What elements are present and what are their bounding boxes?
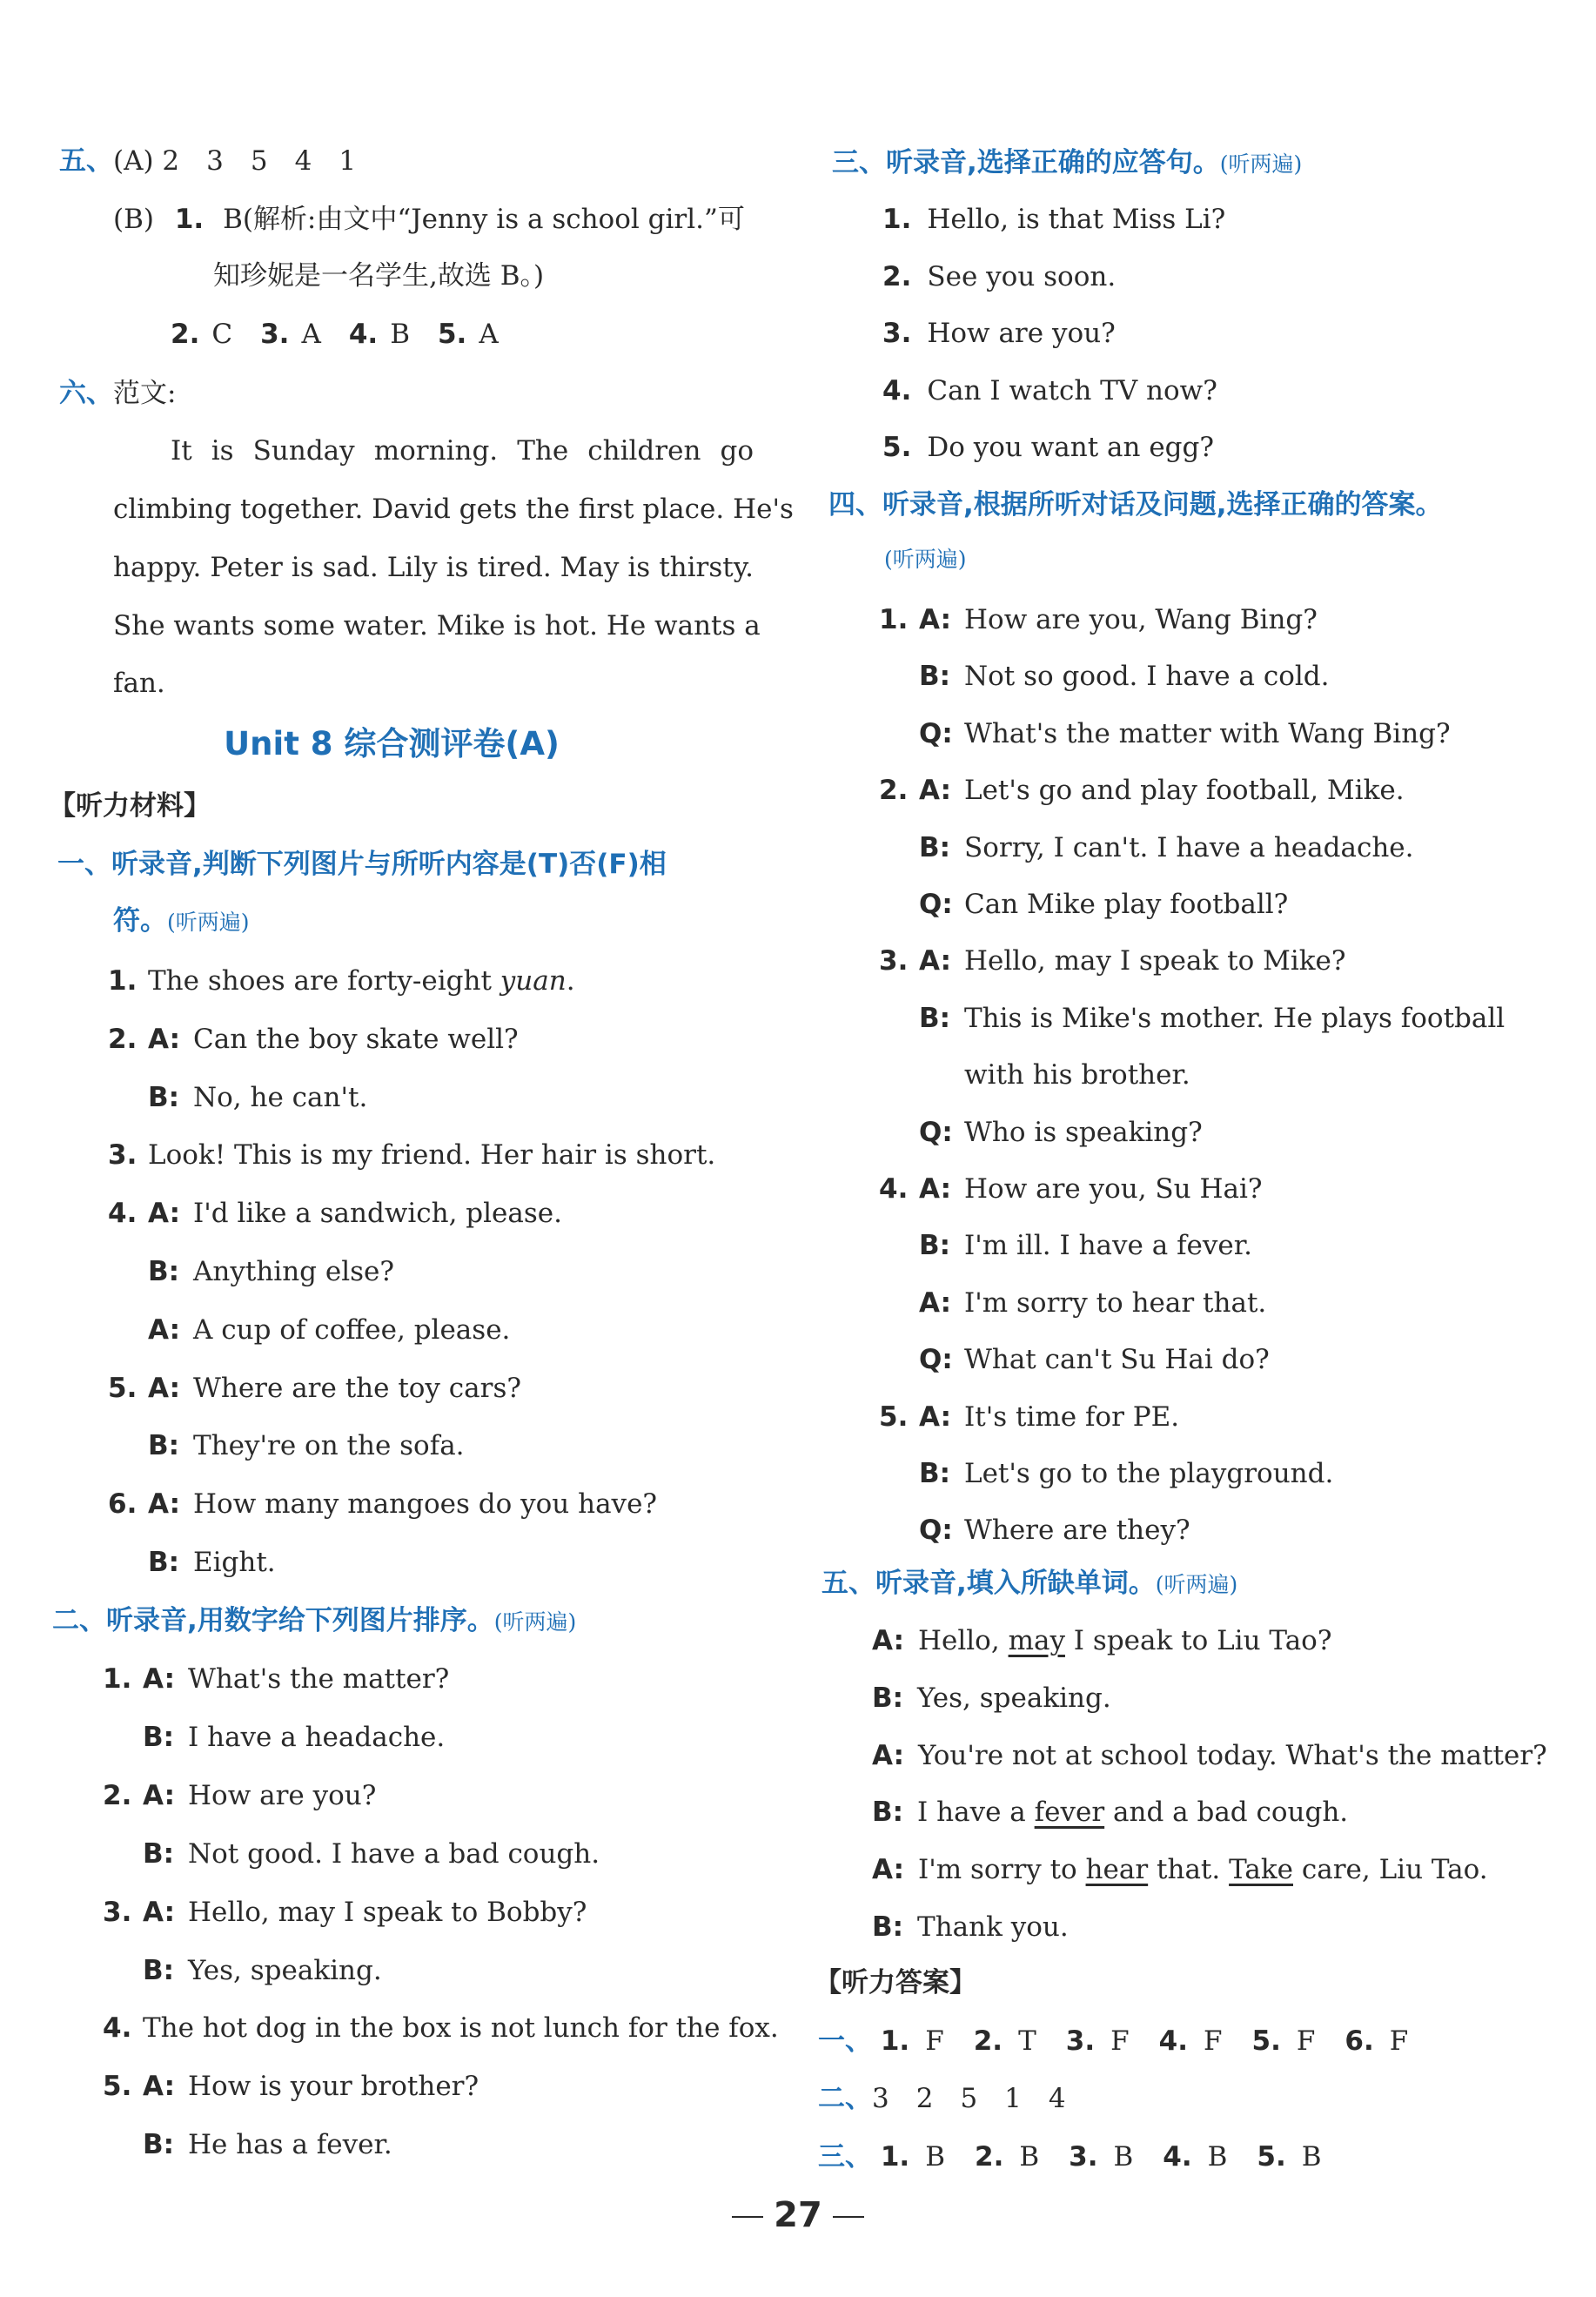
fill-in-line (872, 1682, 1111, 1714)
item-number: 1. (880, 2141, 910, 2173)
dialog-text: What's the matter with Wang Bing? (964, 717, 1451, 749)
item-number: 2. (882, 260, 912, 292)
item-number: 2. (103, 1779, 132, 1811)
speaker-label: Q: (919, 889, 953, 920)
speaker-label: A: (872, 1625, 904, 1656)
line-text: I speak to Liu Tao? (1064, 1625, 1332, 1656)
speaker-label: B: (143, 1954, 175, 1986)
item-number: 1. (879, 604, 909, 635)
answer-value: F (925, 2025, 944, 2057)
item-number: 1. (174, 204, 205, 235)
item-number: 1. (108, 965, 137, 997)
speaker-label: Q: (919, 1116, 953, 1148)
dialog-text: Where are the toy cars? (193, 1372, 521, 1404)
part-2-heading-line (52, 1605, 577, 1636)
section-5-a-values: (A) 2 3 5 4 1 (113, 145, 357, 177)
answer-value: F (1389, 2025, 1409, 2057)
section-5-heading: 五、 (59, 145, 113, 177)
item-number: 2. (171, 319, 200, 350)
dialog-text: The shoes are forty-eight (148, 965, 500, 997)
answers-part-3-head: 三、 (818, 2141, 872, 2173)
listen-twice-note: (听两遍) (884, 547, 967, 572)
filled-blank: Take (1229, 1854, 1293, 1886)
dialog-text: I have a headache. (188, 1721, 446, 1753)
part-1-heading: 一、听录音,判断下列图片与所听内容是(T)否(F)相 (57, 849, 667, 880)
italic-word: yuan (500, 965, 567, 997)
dialog-text: with his brother. (964, 1059, 1190, 1091)
speaker-label: A: (143, 1663, 175, 1695)
answers-part-2 (818, 2085, 1066, 2112)
speaker-label: A: (919, 1286, 951, 1319)
item-number: 4. (348, 319, 379, 350)
speaker-label: A: (919, 1173, 951, 1205)
speaker-label: B: (148, 1547, 180, 1578)
item-number: 2. (975, 2141, 1004, 2173)
response-option (882, 206, 1225, 233)
section-6-label: 范文: (113, 378, 177, 409)
line-text: You're not at school today. What's the matter? (917, 1739, 1547, 1771)
fill-in-line (872, 1739, 1547, 1771)
dialog-text: How are you, Su Hai? (964, 1173, 1263, 1205)
dialog-text: What can't Su Hai do? (964, 1344, 1270, 1376)
item-number: 6. (1345, 2025, 1374, 2057)
dialog-text: Can Mike play football? (964, 889, 1289, 920)
section-6-heading-line (59, 380, 176, 407)
item-number: 5. (108, 1372, 137, 1404)
item-number: 4. (882, 374, 912, 406)
part-5-heading-line (821, 1570, 1237, 1597)
speaker-label: B: (872, 1682, 904, 1714)
section-5-b-rest (171, 321, 499, 348)
speaker-label: A: (872, 1854, 904, 1886)
dialog-text: No, he can't. (193, 1081, 368, 1113)
listen-twice-note: (听两遍) (167, 910, 250, 935)
speaker-label: B: (148, 1430, 180, 1462)
speaker-label: A: (872, 1739, 904, 1771)
dialog-text: This is Mike's mother. He plays football (964, 1002, 1505, 1034)
section-5-answer-a (59, 145, 357, 177)
section-5-b1-text: B(解析:由文中“Jenny is a school girl.”可 (223, 204, 745, 235)
section-6-heading: 六、 (59, 378, 113, 409)
speaker-label: B: (143, 1837, 175, 1870)
response-text: Hello, is that Miss Li? (927, 204, 1226, 235)
speaker-label: B: (143, 2129, 175, 2161)
line-text: and a bad cough. (1104, 1797, 1349, 1829)
part-4-heading: 四、听录音,根据所听对话及问题,选择正确的答案。 (828, 489, 1443, 521)
listen-twice-note: (听两遍) (1155, 1572, 1238, 1597)
fill-in-line (872, 1911, 1069, 1943)
item-number: 2. (973, 2025, 1003, 2057)
speaker-label: A: (143, 2071, 175, 2103)
essay-line: It is Sunday morning. The children go (171, 435, 754, 467)
answer-value: B (1113, 2141, 1134, 2173)
dialog-text: What's the matter? (188, 1663, 450, 1695)
dialog-text: How is your brother? (188, 2071, 479, 2103)
speaker-label: B: (148, 1256, 180, 1287)
answer-value: B (1019, 2141, 1040, 2173)
speaker-label: A: (148, 1313, 180, 1346)
filled-blank: hear (1085, 1854, 1149, 1886)
page-number (0, 2195, 1596, 2235)
fill-in-line (872, 1797, 1349, 1829)
item-number: 5. (103, 2071, 132, 2103)
line-text: Yes, speaking. (917, 1682, 1111, 1714)
item-number: 1. (880, 2025, 910, 2057)
dialog-text: How are you, Wang Bing? (964, 604, 1318, 635)
response-option (882, 320, 1116, 347)
line-text: I'm sorry to (917, 1854, 1086, 1886)
speaker-label: A: (919, 1400, 951, 1433)
dialog-text: It's time for PE. (964, 1400, 1180, 1433)
speaker-label: B: (872, 1911, 904, 1943)
item-number: 3. (108, 1139, 137, 1172)
answer-value: B (1207, 2141, 1228, 2173)
dialog-text: Look! This is my friend. Her hair is short. (148, 1139, 716, 1172)
dialog-text: They're on the sofa. (193, 1430, 465, 1462)
speaker-label: B: (148, 1081, 180, 1113)
dialog-text: Eight. (193, 1547, 276, 1578)
item-number: 2. (108, 1023, 137, 1055)
answers-part-2-head: 二、 (818, 2083, 872, 2114)
answer-value: B (1301, 2141, 1322, 2173)
item-number: 4. (879, 1173, 909, 1205)
part-3-heading: 三、听录音,选择正确的应答句。 (832, 147, 1220, 178)
response-option (882, 260, 1117, 292)
dialog-text: A cup of coffee, please. (193, 1313, 511, 1346)
speaker-label: B: (919, 1458, 951, 1489)
item-number: 1. (882, 204, 912, 235)
answers-part-1-head: 一、 (818, 2025, 872, 2057)
line-text: I have a (917, 1797, 1035, 1829)
section-5-b1 (113, 206, 745, 233)
fill-in-line (872, 1625, 1332, 1656)
speaker-label: B: (143, 1721, 175, 1753)
dialog-text: Not so good. I have a cold. (964, 661, 1330, 693)
line-text: care, Liu Tao. (1293, 1854, 1488, 1886)
part-5-heading: 五、听录音,填入所缺单词。 (821, 1568, 1156, 1599)
dialog-text: The hot dog in the box is not lunch for the fox. (143, 2012, 779, 2045)
listen-twice-note: (听两遍) (1219, 151, 1303, 177)
speaker-label: A: (148, 1023, 180, 1055)
speaker-label: B: (872, 1797, 904, 1829)
response-text: See you soon. (927, 260, 1117, 292)
item-number: 4. (1158, 2025, 1189, 2057)
item-number: 3. (1069, 2141, 1098, 2173)
speaker-label: Q: (919, 1344, 953, 1376)
part-1-heading-cont (113, 905, 250, 937)
answer-value: F (1204, 2025, 1223, 2057)
unit-title: Unit 8 综合测评卷(A) (224, 725, 560, 762)
response-option (882, 434, 1214, 461)
page-number-dash (833, 2216, 864, 2218)
answer-value: F (1296, 2025, 1316, 2057)
line-text: Thank you. (917, 1911, 1069, 1943)
speaker-label: A: (148, 1198, 180, 1230)
speaker-label: A: (148, 1488, 180, 1521)
essay-line: She wants some water. Mike is hot. He wants a (113, 610, 761, 641)
essay-line: fan. (113, 668, 165, 699)
dialog-text: Can the boy skate well? (193, 1023, 519, 1055)
speaker-label: Q: (919, 717, 953, 749)
item-number: 2. (879, 775, 909, 807)
dialog-text: Anything else? (193, 1256, 395, 1287)
essay-line: happy. Peter is sad. Lily is tired. May is thirsty. (113, 552, 754, 583)
dialog-text: Who is speaking? (964, 1116, 1203, 1148)
item-number: 4. (103, 2012, 132, 2045)
line-text: Hello, (917, 1625, 1009, 1656)
dialog-text: Hello, may I speak to Mike? (964, 945, 1346, 977)
response-option (882, 374, 1217, 406)
item-number: 3. (103, 1896, 132, 1928)
speaker-label: A: (919, 945, 951, 977)
part-1-heading-tail: 符。 (113, 905, 167, 937)
item-number: 5. (882, 432, 912, 463)
answer-value: A (479, 319, 499, 350)
item-number: 4. (108, 1198, 137, 1230)
text-tail: . (566, 965, 575, 997)
dialog-text: How are you? (188, 1779, 377, 1811)
part-2-heading: 二、听录音,用数字给下列图片排序。 (52, 1605, 494, 1636)
answer-value: F (1110, 2025, 1130, 2057)
dialog-text: Let's go and play football, Mike. (964, 775, 1405, 807)
answer-value: B (925, 2141, 945, 2173)
item-number: 3. (879, 945, 909, 977)
line-text: that. (1148, 1854, 1230, 1886)
response-text: How are you? (927, 318, 1116, 349)
fill-in-line (872, 1854, 1488, 1886)
speaker-label: A: (143, 1779, 175, 1811)
dialog-text: Yes, speaking. (188, 1954, 382, 1986)
page-number-value: 27 (774, 2195, 822, 2235)
item-number: 3. (1065, 2025, 1096, 2057)
answer-value: T (1018, 2025, 1036, 2057)
speaker-label: Q: (919, 1515, 953, 1547)
speaker-label: A: (919, 604, 951, 635)
dialog-text: Hello, may I speak to Bobby? (188, 1896, 587, 1928)
dialog-text: I'd like a sandwich, please. (193, 1198, 562, 1230)
listening-material-label: 【听力材料】 (49, 790, 211, 822)
speaker-label: A: (919, 775, 951, 807)
item-number: 6. (108, 1488, 137, 1521)
answers-part-3 (818, 2141, 1322, 2173)
section-5-b-label: (B) (113, 204, 154, 235)
speaker-label: B: (919, 661, 951, 693)
dialog-text-wrap (148, 965, 575, 997)
essay-line: climbing together. David gets the first place. He's (113, 494, 794, 525)
listening-answers-label: 【听力答案】 (815, 1967, 976, 1998)
speaker-label: B: (919, 831, 951, 863)
answers-part-2-values: 3 2 5 1 4 (872, 2083, 1066, 2114)
dialog-text: How many mangoes do you have? (193, 1488, 658, 1521)
item-number: 3. (882, 318, 912, 349)
dialog-text: I'm ill. I have a fever. (964, 1230, 1253, 1262)
speaker-label: B: (919, 1002, 951, 1034)
item-number: 5. (437, 319, 467, 350)
item-number: 3. (260, 319, 290, 350)
answer-value: A (301, 319, 321, 350)
response-text: Do you want an egg? (927, 432, 1214, 463)
filled-blank: fever (1034, 1797, 1105, 1829)
answer-value: C (211, 319, 233, 350)
dialog-text: I'm sorry to hear that. (964, 1286, 1267, 1319)
dialog-text: Where are they? (964, 1515, 1190, 1547)
response-text: Can I watch TV now? (927, 374, 1217, 406)
filled-blank: may (1008, 1625, 1065, 1656)
part-3-heading-line (832, 147, 1303, 178)
item-number: 5. (1257, 2141, 1286, 2173)
section-5-b1-continued: 知珍妮是一名学生,故选 B。) (213, 260, 545, 292)
speaker-label: B: (919, 1230, 951, 1262)
speaker-label: A: (143, 1896, 175, 1928)
page-number-dash (732, 2216, 763, 2218)
item-number: 1. (103, 1663, 132, 1695)
item-number: 5. (879, 1400, 909, 1433)
item-number: 5. (1251, 2025, 1281, 2057)
dialog-text: Not good. I have a bad cough. (188, 1837, 600, 1870)
answers-part-1 (818, 2025, 1409, 2057)
dialog-text: Sorry, I can't. I have a headache. (964, 831, 1414, 863)
listen-twice-note: (听两遍) (493, 1609, 577, 1635)
item-number: 4. (1163, 2141, 1192, 2173)
answer-value: B (390, 319, 410, 350)
dialog-text: Let's go to the playground. (964, 1458, 1334, 1489)
dialog-text: He has a fever. (188, 2129, 392, 2161)
speaker-label: A: (148, 1372, 180, 1404)
